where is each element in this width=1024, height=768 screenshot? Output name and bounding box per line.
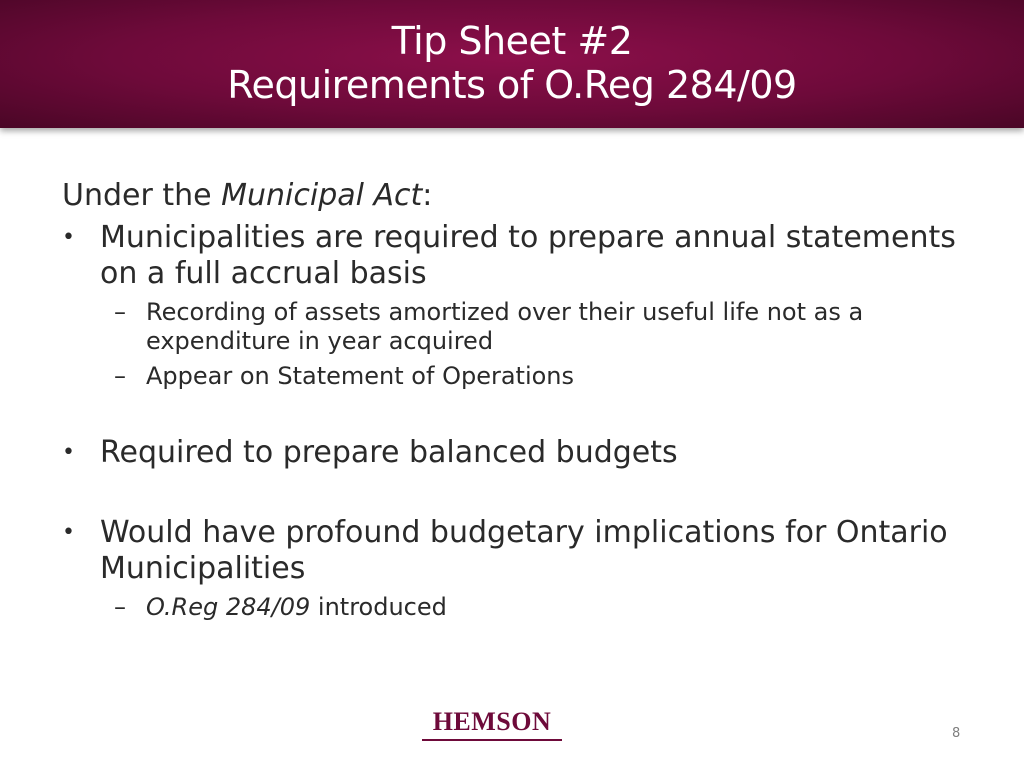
bullet-item-3 xyxy=(62,515,982,587)
hemson-logo xyxy=(422,708,562,741)
sub-bullet-text-1-2: Appear on Statement of Operations xyxy=(146,362,575,390)
title-banner xyxy=(0,0,1024,128)
bullet-item-2 xyxy=(62,435,982,471)
bullet-marker: • xyxy=(62,520,75,545)
intro-suffix: : xyxy=(422,178,433,213)
bullet-marker: • xyxy=(62,225,75,250)
sub-bullet-1-1 xyxy=(62,298,982,356)
logo-wordmark: HEMSON xyxy=(432,707,552,736)
dash-marker: – xyxy=(114,298,126,326)
bullet-text-2: Required to prepare balanced budgets xyxy=(100,435,678,470)
bullet-text-1: Municipalities are required to prepare annual statements on a full accrual basis xyxy=(100,220,956,291)
intro-line xyxy=(62,178,982,214)
logo-underline xyxy=(422,739,562,741)
bullet-marker: • xyxy=(62,440,75,465)
sub-bullet-3-1 xyxy=(62,593,982,622)
slide-title-line-2: Requirements of O.Reg 284/09 xyxy=(227,63,797,107)
page-number: 8 xyxy=(952,726,961,741)
intro-prefix: Under the xyxy=(62,178,222,213)
sub-bullet-text-3-1: introduced xyxy=(310,593,447,621)
bullet-item-1 xyxy=(62,220,982,292)
slide-body xyxy=(62,178,982,622)
sub-bullet-text-1-1: Recording of assets amortized over their useful life not as a expenditure in year acquired xyxy=(146,298,864,355)
dash-marker: – xyxy=(114,362,126,390)
sub-bullet-1-2 xyxy=(62,362,982,391)
sub-bullet-emphasis-3-1: O.Reg 284/09 xyxy=(146,593,311,621)
intro-emphasis: Municipal Act xyxy=(221,178,423,213)
dash-marker: – xyxy=(114,593,126,621)
slide-title-line-1: Tip Sheet #2 xyxy=(391,19,633,63)
bullet-text-3: Would have profound budgetary implications for Ontario Municipalities xyxy=(100,515,948,586)
